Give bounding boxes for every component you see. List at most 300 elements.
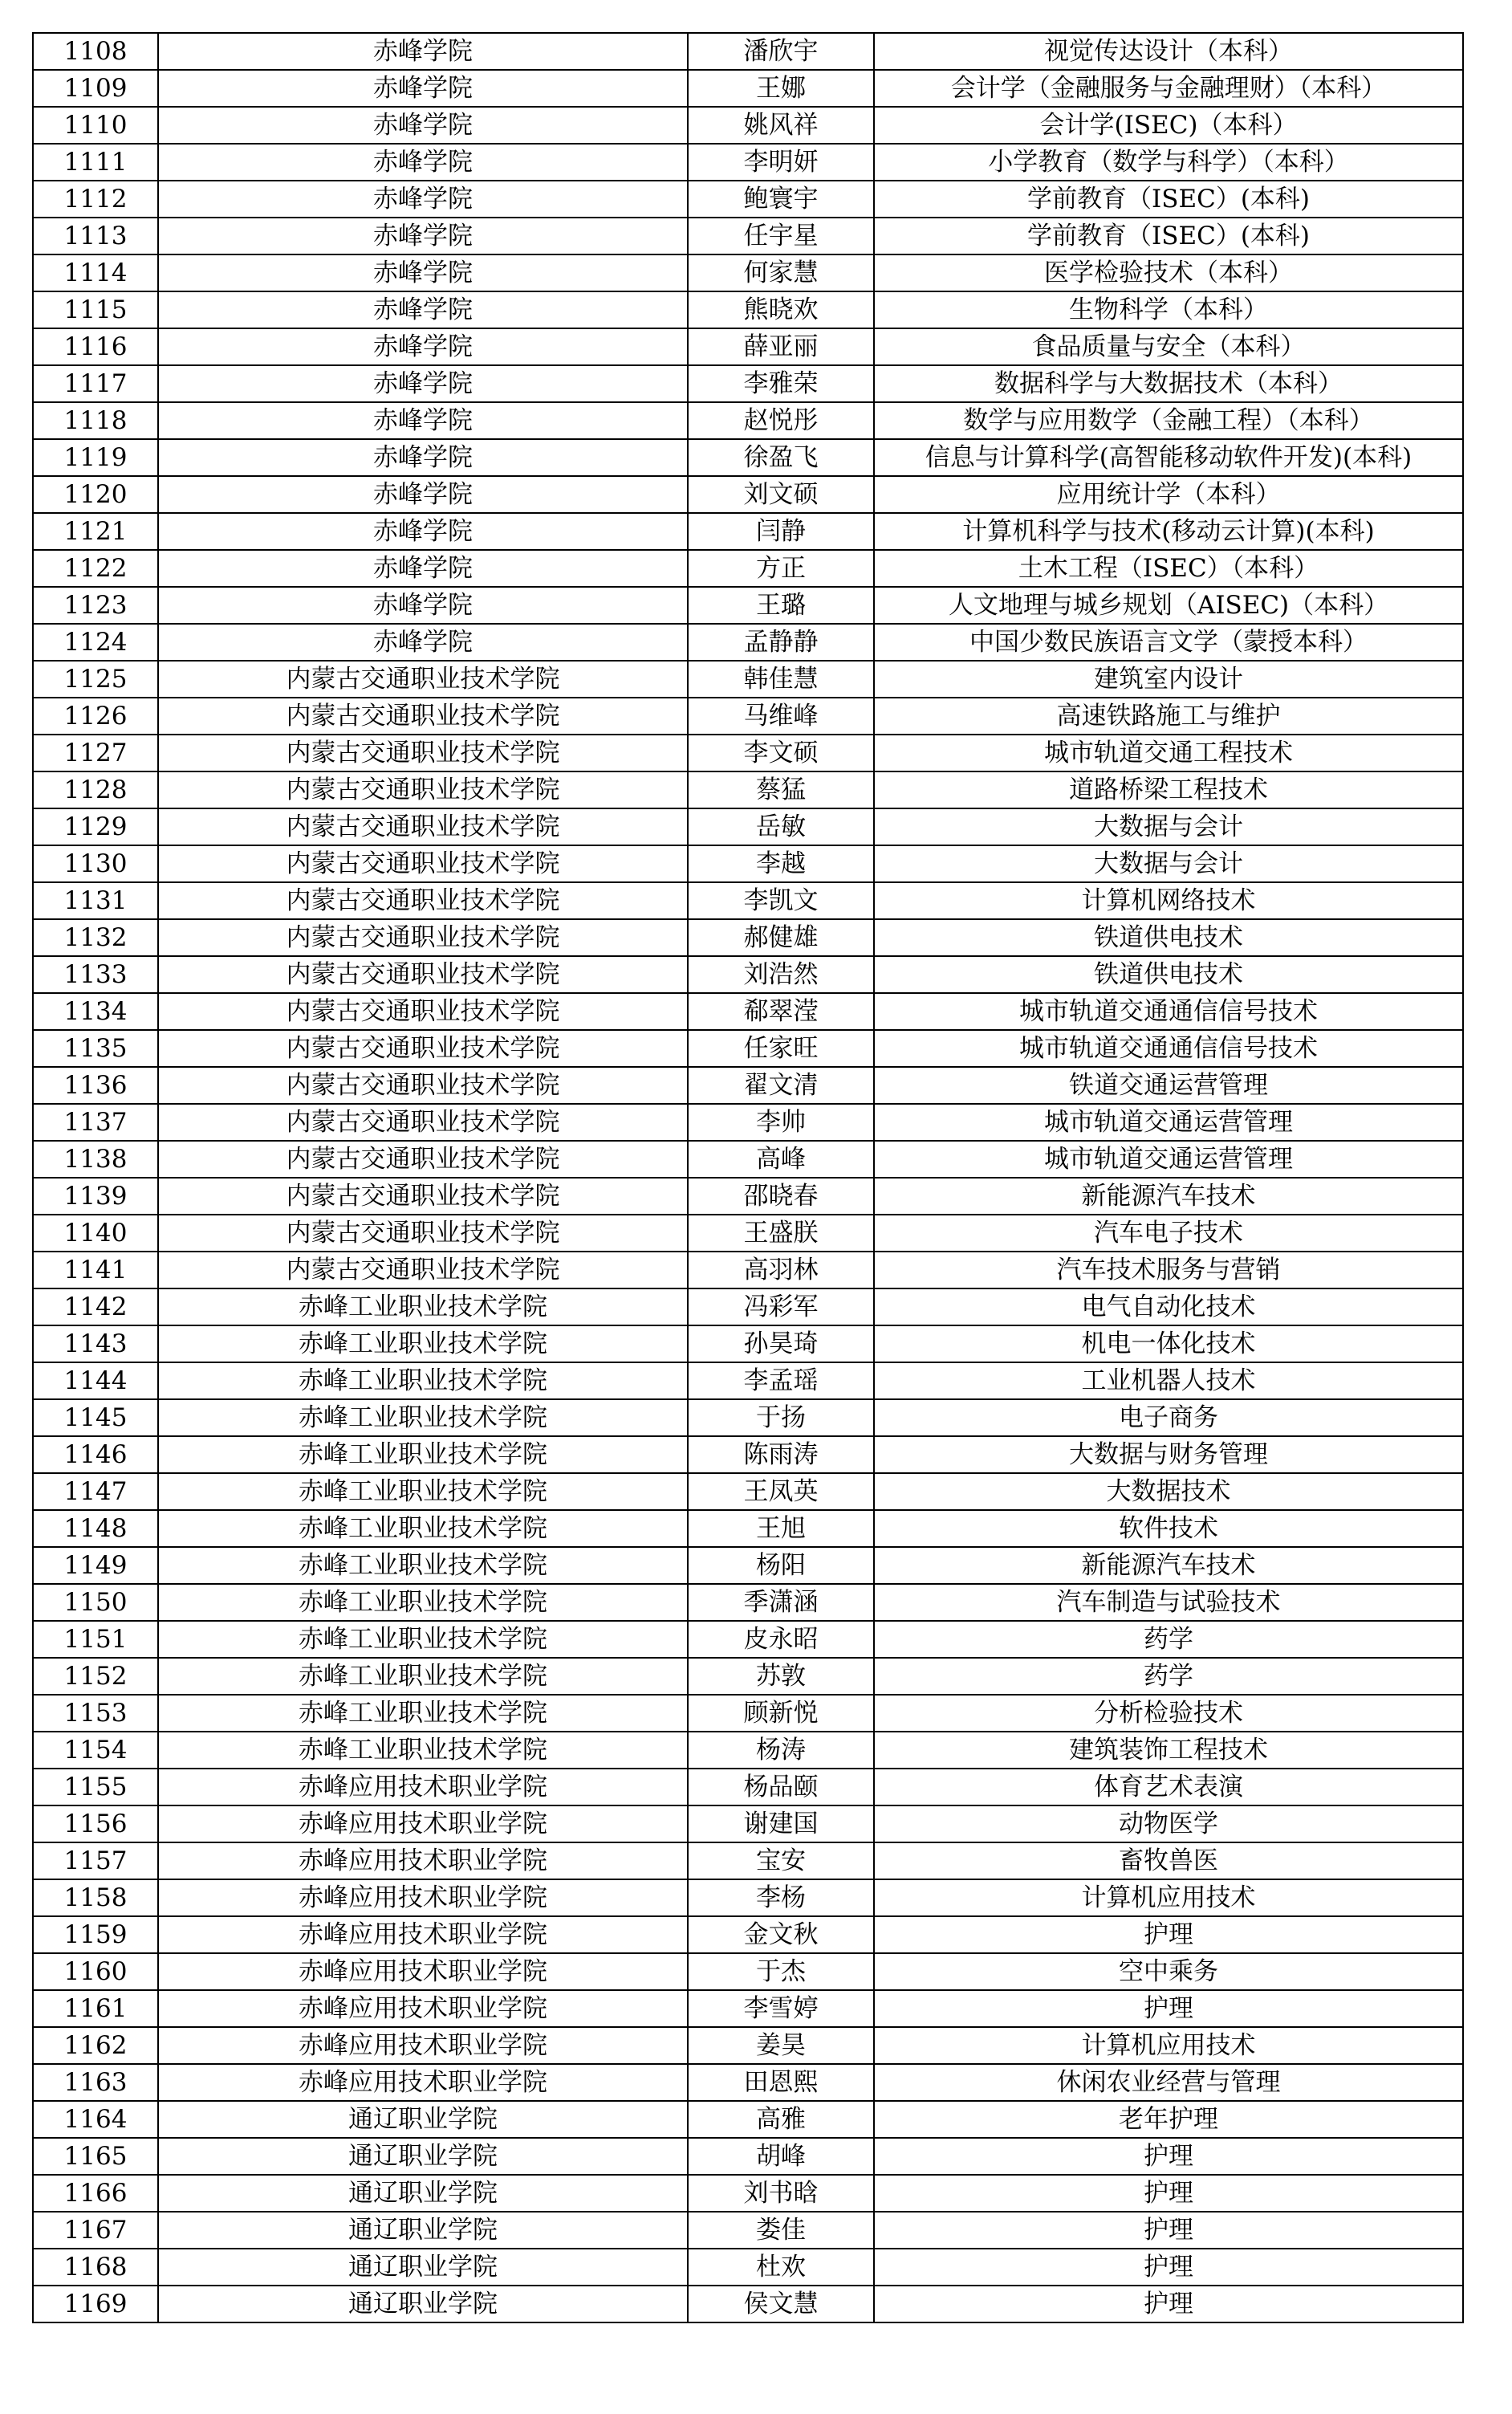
student-name-cell: 高雅 (688, 2101, 874, 2138)
school-name-cell: 赤峰学院 (158, 328, 688, 365)
admission-table (32, 32, 1464, 2323)
school-name-cell: 赤峰学院 (158, 70, 688, 107)
student-name-cell: 刘文硕 (688, 476, 874, 513)
school-name-cell: 赤峰学院 (158, 181, 688, 218)
school-name-cell: 赤峰学院 (158, 587, 688, 624)
major-name-cell: 动物医学 (874, 1805, 1463, 1842)
row-number-cell: 1159 (33, 1916, 158, 1953)
major-name-cell: 工业机器人技术 (874, 1362, 1463, 1399)
major-name-cell: 汽车技术服务与营销 (874, 1252, 1463, 1288)
row-number-cell: 1143 (33, 1325, 158, 1362)
student-name-cell: 刘浩然 (688, 956, 874, 993)
school-name-cell: 内蒙古交通职业技术学院 (158, 1252, 688, 1288)
school-name-cell: 通辽职业学院 (158, 2101, 688, 2138)
student-name-cell: 顾新悦 (688, 1695, 874, 1732)
row-number-cell: 1154 (33, 1732, 158, 1769)
school-name-cell: 内蒙古交通职业技术学院 (158, 1141, 688, 1178)
row-number-cell: 1141 (33, 1252, 158, 1288)
school-name-cell: 内蒙古交通职业技术学院 (158, 1215, 688, 1252)
school-name-cell: 赤峰应用技术职业学院 (158, 1916, 688, 1953)
row-number-cell: 1140 (33, 1215, 158, 1252)
school-name-cell: 赤峰学院 (158, 107, 688, 144)
row-number-cell: 1150 (33, 1584, 158, 1621)
student-name-cell: 王旭 (688, 1510, 874, 1547)
table-row (33, 1325, 1463, 1362)
major-name-cell: 护理 (874, 1990, 1463, 2027)
table-row (33, 1030, 1463, 1067)
major-name-cell: 城市轨道交通运营管理 (874, 1141, 1463, 1178)
table-row (33, 402, 1463, 439)
student-name-cell: 任家旺 (688, 1030, 874, 1067)
school-name-cell: 赤峰工业职业技术学院 (158, 1695, 688, 1732)
major-name-cell: 铁道供电技术 (874, 956, 1463, 993)
table-row (33, 808, 1463, 845)
student-name-cell: 陈雨涛 (688, 1436, 874, 1473)
major-name-cell: 护理 (874, 2286, 1463, 2322)
major-name-cell: 护理 (874, 2249, 1463, 2286)
major-name-cell: 护理 (874, 2212, 1463, 2249)
major-name-cell: 视觉传达设计（本科） (874, 33, 1463, 70)
student-name-cell: 李越 (688, 845, 874, 882)
row-number-cell: 1160 (33, 1953, 158, 1990)
table-row (33, 2286, 1463, 2322)
table-row (33, 2249, 1463, 2286)
table-row (33, 882, 1463, 919)
table-row (33, 1916, 1463, 1953)
student-name-cell: 金文秋 (688, 1916, 874, 1953)
row-number-cell: 1134 (33, 993, 158, 1030)
row-number-cell: 1111 (33, 144, 158, 181)
row-number-cell: 1145 (33, 1399, 158, 1436)
school-name-cell: 赤峰学院 (158, 476, 688, 513)
school-name-cell: 赤峰工业职业技术学院 (158, 1658, 688, 1695)
table-row (33, 2027, 1463, 2064)
major-name-cell: 城市轨道交通工程技术 (874, 735, 1463, 771)
row-number-cell: 1118 (33, 402, 158, 439)
major-name-cell: 食品质量与安全（本科） (874, 328, 1463, 365)
student-name-cell: 王凤英 (688, 1473, 874, 1510)
student-name-cell: 何家慧 (688, 254, 874, 291)
school-name-cell: 赤峰学院 (158, 550, 688, 587)
major-name-cell: 药学 (874, 1621, 1463, 1658)
row-number-cell: 1164 (33, 2101, 158, 2138)
student-name-cell: 闫静 (688, 513, 874, 550)
student-name-cell: 邵晓春 (688, 1178, 874, 1215)
table-row (33, 993, 1463, 1030)
row-number-cell: 1126 (33, 698, 158, 735)
school-name-cell: 内蒙古交通职业技术学院 (158, 661, 688, 698)
major-name-cell: 应用统计学（本科） (874, 476, 1463, 513)
school-name-cell: 内蒙古交通职业技术学院 (158, 1067, 688, 1104)
student-name-cell: 李雪婷 (688, 1990, 874, 2027)
row-number-cell: 1127 (33, 735, 158, 771)
student-name-cell: 刘书晗 (688, 2175, 874, 2212)
student-name-cell: 鲍寰宇 (688, 181, 874, 218)
table-row (33, 1990, 1463, 2027)
row-number-cell: 1132 (33, 919, 158, 956)
major-name-cell: 计算机网络技术 (874, 882, 1463, 919)
school-name-cell: 内蒙古交通职业技术学院 (158, 993, 688, 1030)
row-number-cell: 1162 (33, 2027, 158, 2064)
student-name-cell: 侯文慧 (688, 2286, 874, 2322)
major-name-cell: 人文地理与城乡规划（AISEC)（本科） (874, 587, 1463, 624)
student-name-cell: 薛亚丽 (688, 328, 874, 365)
student-name-cell: 高峰 (688, 1141, 874, 1178)
major-name-cell: 建筑装饰工程技术 (874, 1732, 1463, 1769)
major-name-cell: 铁道供电技术 (874, 919, 1463, 956)
row-number-cell: 1123 (33, 587, 158, 624)
major-name-cell: 电气自动化技术 (874, 1288, 1463, 1325)
row-number-cell: 1161 (33, 1990, 158, 2027)
school-name-cell: 赤峰应用技术职业学院 (158, 1990, 688, 2027)
table-row (33, 291, 1463, 328)
major-name-cell: 护理 (874, 2175, 1463, 2212)
row-number-cell: 1131 (33, 882, 158, 919)
table-row (33, 328, 1463, 365)
table-row (33, 1399, 1463, 1436)
table-row (33, 218, 1463, 254)
table-row (33, 1252, 1463, 1288)
student-name-cell: 李明妍 (688, 144, 874, 181)
school-name-cell: 赤峰工业职业技术学院 (158, 1732, 688, 1769)
major-name-cell: 护理 (874, 2138, 1463, 2175)
row-number-cell: 1112 (33, 181, 158, 218)
school-name-cell: 内蒙古交通职业技术学院 (158, 845, 688, 882)
table-row (33, 1104, 1463, 1141)
major-name-cell: 新能源汽车技术 (874, 1547, 1463, 1584)
table-row (33, 439, 1463, 476)
table-row (33, 735, 1463, 771)
student-name-cell: 宝安 (688, 1842, 874, 1879)
table-row (33, 956, 1463, 993)
table-row (33, 1584, 1463, 1621)
row-number-cell: 1155 (33, 1769, 158, 1805)
table-row (33, 1473, 1463, 1510)
table-row (33, 2138, 1463, 2175)
major-name-cell: 会计学(ISEC)（本科） (874, 107, 1463, 144)
student-name-cell: 王璐 (688, 587, 874, 624)
row-number-cell: 1110 (33, 107, 158, 144)
major-name-cell: 会计学（金融服务与金融理财）（本科） (874, 70, 1463, 107)
student-name-cell: 王娜 (688, 70, 874, 107)
major-name-cell: 建筑室内设计 (874, 661, 1463, 698)
student-name-cell: 李杨 (688, 1879, 874, 1916)
row-number-cell: 1128 (33, 771, 158, 808)
row-number-cell: 1165 (33, 2138, 158, 2175)
school-name-cell: 赤峰应用技术职业学院 (158, 1805, 688, 1842)
table-row (33, 1141, 1463, 1178)
student-name-cell: 季潇涵 (688, 1584, 874, 1621)
row-number-cell: 1136 (33, 1067, 158, 1104)
table-row (33, 1732, 1463, 1769)
row-number-cell: 1148 (33, 1510, 158, 1547)
major-name-cell: 分析检验技术 (874, 1695, 1463, 1732)
table-row (33, 1695, 1463, 1732)
student-name-cell: 任宇星 (688, 218, 874, 254)
school-name-cell: 通辽职业学院 (158, 2175, 688, 2212)
student-name-cell: 姜昊 (688, 2027, 874, 2064)
school-name-cell: 赤峰学院 (158, 218, 688, 254)
table-row (33, 476, 1463, 513)
table-row (33, 587, 1463, 624)
student-name-cell: 于扬 (688, 1399, 874, 1436)
table-row (33, 1953, 1463, 1990)
student-name-cell: 李凯文 (688, 882, 874, 919)
school-name-cell: 赤峰应用技术职业学院 (158, 2064, 688, 2101)
school-name-cell: 赤峰工业职业技术学院 (158, 1436, 688, 1473)
major-name-cell: 计算机应用技术 (874, 2027, 1463, 2064)
row-number-cell: 1129 (33, 808, 158, 845)
school-name-cell: 内蒙古交通职业技术学院 (158, 1178, 688, 1215)
row-number-cell: 1113 (33, 218, 158, 254)
school-name-cell: 内蒙古交通职业技术学院 (158, 808, 688, 845)
major-name-cell: 中国少数民族语言文学（蒙授本科） (874, 624, 1463, 661)
school-name-cell: 赤峰工业职业技术学院 (158, 1621, 688, 1658)
table-row (33, 1436, 1463, 1473)
table-row (33, 70, 1463, 107)
school-name-cell: 赤峰学院 (158, 439, 688, 476)
major-name-cell: 铁道交通运营管理 (874, 1067, 1463, 1104)
student-name-cell: 孙昊琦 (688, 1325, 874, 1362)
row-number-cell: 1151 (33, 1621, 158, 1658)
row-number-cell: 1133 (33, 956, 158, 993)
table-row (33, 919, 1463, 956)
table-row (33, 2175, 1463, 2212)
table-row (33, 845, 1463, 882)
student-name-cell: 杨涛 (688, 1732, 874, 1769)
student-name-cell: 李雅荣 (688, 365, 874, 402)
school-name-cell: 通辽职业学院 (158, 2286, 688, 2322)
student-name-cell: 于杰 (688, 1953, 874, 1990)
table-row (33, 1805, 1463, 1842)
row-number-cell: 1158 (33, 1879, 158, 1916)
student-name-cell: 李帅 (688, 1104, 874, 1141)
school-name-cell: 赤峰工业职业技术学院 (158, 1362, 688, 1399)
table-row (33, 2064, 1463, 2101)
school-name-cell: 赤峰学院 (158, 254, 688, 291)
row-number-cell: 1146 (33, 1436, 158, 1473)
student-name-cell: 李孟瑶 (688, 1362, 874, 1399)
school-name-cell: 赤峰应用技术职业学院 (158, 1769, 688, 1805)
school-name-cell: 赤峰工业职业技术学院 (158, 1399, 688, 1436)
school-name-cell: 赤峰应用技术职业学院 (158, 1842, 688, 1879)
school-name-cell: 赤峰学院 (158, 513, 688, 550)
table-row (33, 1362, 1463, 1399)
student-name-cell: 熊晓欢 (688, 291, 874, 328)
row-number-cell: 1108 (33, 33, 158, 70)
student-name-cell: 高羽林 (688, 1252, 874, 1288)
student-name-cell: 苏敦 (688, 1658, 874, 1695)
row-number-cell: 1166 (33, 2175, 158, 2212)
table-row (33, 624, 1463, 661)
school-name-cell: 内蒙古交通职业技术学院 (158, 919, 688, 956)
major-name-cell: 学前教育（ISEC）(本科) (874, 181, 1463, 218)
major-name-cell: 汽车制造与试验技术 (874, 1584, 1463, 1621)
major-name-cell: 城市轨道交通通信信号技术 (874, 1030, 1463, 1067)
student-name-cell: 胡峰 (688, 2138, 874, 2175)
table-row (33, 1215, 1463, 1252)
student-name-cell: 岳敏 (688, 808, 874, 845)
school-name-cell: 赤峰应用技术职业学院 (158, 1953, 688, 1990)
student-name-cell: 谢建国 (688, 1805, 874, 1842)
school-name-cell: 通辽职业学院 (158, 2212, 688, 2249)
major-name-cell: 休闲农业经营与管理 (874, 2064, 1463, 2101)
major-name-cell: 护理 (874, 1916, 1463, 1953)
table-row (33, 1510, 1463, 1547)
major-name-cell: 空中乘务 (874, 1953, 1463, 1990)
table-row (33, 144, 1463, 181)
school-name-cell: 赤峰工业职业技术学院 (158, 1510, 688, 1547)
school-name-cell: 内蒙古交通职业技术学院 (158, 956, 688, 993)
table-row (33, 550, 1463, 587)
student-name-cell: 娄佳 (688, 2212, 874, 2249)
major-name-cell: 计算机科学与技术(移动云计算)(本科) (874, 513, 1463, 550)
row-number-cell: 1124 (33, 624, 158, 661)
student-name-cell: 翟文清 (688, 1067, 874, 1104)
row-number-cell: 1147 (33, 1473, 158, 1510)
row-number-cell: 1149 (33, 1547, 158, 1584)
school-name-cell: 赤峰学院 (158, 402, 688, 439)
row-number-cell: 1168 (33, 2249, 158, 2286)
student-name-cell: 王盛朕 (688, 1215, 874, 1252)
row-number-cell: 1114 (33, 254, 158, 291)
row-number-cell: 1109 (33, 70, 158, 107)
student-name-cell: 韩佳慧 (688, 661, 874, 698)
major-name-cell: 软件技术 (874, 1510, 1463, 1547)
student-name-cell: 冯彩军 (688, 1288, 874, 1325)
row-number-cell: 1135 (33, 1030, 158, 1067)
major-name-cell: 城市轨道交通运营管理 (874, 1104, 1463, 1141)
major-name-cell: 学前教育（ISEC）(本科) (874, 218, 1463, 254)
school-name-cell: 赤峰工业职业技术学院 (158, 1547, 688, 1584)
student-name-cell: 蔡猛 (688, 771, 874, 808)
table-row (33, 107, 1463, 144)
school-name-cell: 内蒙古交通职业技术学院 (158, 882, 688, 919)
table-row (33, 365, 1463, 402)
row-number-cell: 1169 (33, 2286, 158, 2322)
table-row (33, 698, 1463, 735)
table-row (33, 771, 1463, 808)
school-name-cell: 通辽职业学院 (158, 2249, 688, 2286)
table-row (33, 2212, 1463, 2249)
major-name-cell: 小学教育（数学与科学）（本科） (874, 144, 1463, 181)
school-name-cell: 赤峰学院 (158, 291, 688, 328)
school-name-cell: 通辽职业学院 (158, 2138, 688, 2175)
student-name-cell: 赵悦彤 (688, 402, 874, 439)
major-name-cell: 数据科学与大数据技术（本科） (874, 365, 1463, 402)
student-name-cell: 郝健雄 (688, 919, 874, 956)
school-name-cell: 赤峰学院 (158, 33, 688, 70)
row-number-cell: 1138 (33, 1141, 158, 1178)
major-name-cell: 生物科学（本科） (874, 291, 1463, 328)
major-name-cell: 老年护理 (874, 2101, 1463, 2138)
row-number-cell: 1130 (33, 845, 158, 882)
row-number-cell: 1137 (33, 1104, 158, 1141)
table-row (33, 254, 1463, 291)
major-name-cell: 大数据与会计 (874, 808, 1463, 845)
student-name-cell: 皮永昭 (688, 1621, 874, 1658)
school-name-cell: 内蒙古交通职业技术学院 (158, 698, 688, 735)
student-name-cell: 马维峰 (688, 698, 874, 735)
student-name-cell: 方正 (688, 550, 874, 587)
school-name-cell: 赤峰工业职业技术学院 (158, 1288, 688, 1325)
student-name-cell: 郗翠滢 (688, 993, 874, 1030)
row-number-cell: 1167 (33, 2212, 158, 2249)
row-number-cell: 1120 (33, 476, 158, 513)
student-name-cell: 徐盈飞 (688, 439, 874, 476)
major-name-cell: 机电一体化技术 (874, 1325, 1463, 1362)
school-name-cell: 赤峰工业职业技术学院 (158, 1473, 688, 1510)
table-row (33, 1658, 1463, 1695)
row-number-cell: 1156 (33, 1805, 158, 1842)
major-name-cell: 电子商务 (874, 1399, 1463, 1436)
table-row (33, 1178, 1463, 1215)
row-number-cell: 1142 (33, 1288, 158, 1325)
student-name-cell: 姚风祥 (688, 107, 874, 144)
major-name-cell: 城市轨道交通通信信号技术 (874, 993, 1463, 1030)
major-name-cell: 道路桥梁工程技术 (874, 771, 1463, 808)
row-number-cell: 1157 (33, 1842, 158, 1879)
major-name-cell: 体育艺术表演 (874, 1769, 1463, 1805)
school-name-cell: 内蒙古交通职业技术学院 (158, 771, 688, 808)
school-name-cell: 赤峰应用技术职业学院 (158, 2027, 688, 2064)
major-name-cell: 信息与计算科学(高智能移动软件开发)(本科) (874, 439, 1463, 476)
row-number-cell: 1144 (33, 1362, 158, 1399)
table-row (33, 1067, 1463, 1104)
student-name-cell: 潘欣宇 (688, 33, 874, 70)
table-row (33, 1547, 1463, 1584)
major-name-cell: 畜牧兽医 (874, 1842, 1463, 1879)
major-name-cell: 大数据技术 (874, 1473, 1463, 1510)
major-name-cell: 计算机应用技术 (874, 1879, 1463, 1916)
school-name-cell: 内蒙古交通职业技术学院 (158, 735, 688, 771)
major-name-cell: 土木工程（ISEC）（本科） (874, 550, 1463, 587)
row-number-cell: 1117 (33, 365, 158, 402)
table-row (33, 1288, 1463, 1325)
table-row (33, 661, 1463, 698)
school-name-cell: 内蒙古交通职业技术学院 (158, 1030, 688, 1067)
table-row (33, 2101, 1463, 2138)
row-number-cell: 1119 (33, 439, 158, 476)
row-number-cell: 1153 (33, 1695, 158, 1732)
major-name-cell: 大数据与财务管理 (874, 1436, 1463, 1473)
student-name-cell: 杜欢 (688, 2249, 874, 2286)
row-number-cell: 1125 (33, 661, 158, 698)
student-name-cell: 杨阳 (688, 1547, 874, 1584)
table-row (33, 181, 1463, 218)
student-name-cell: 孟静静 (688, 624, 874, 661)
row-number-cell: 1121 (33, 513, 158, 550)
school-name-cell: 赤峰工业职业技术学院 (158, 1325, 688, 1362)
school-name-cell: 内蒙古交通职业技术学院 (158, 1104, 688, 1141)
row-number-cell: 1116 (33, 328, 158, 365)
table-row (33, 1769, 1463, 1805)
row-number-cell: 1122 (33, 550, 158, 587)
major-name-cell: 汽车电子技术 (874, 1215, 1463, 1252)
major-name-cell: 数学与应用数学（金融工程）（本科） (874, 402, 1463, 439)
row-number-cell: 1115 (33, 291, 158, 328)
table-row (33, 33, 1463, 70)
major-name-cell: 新能源汽车技术 (874, 1178, 1463, 1215)
table-row (33, 1621, 1463, 1658)
table-row (33, 513, 1463, 550)
major-name-cell: 高速铁路施工与维护 (874, 698, 1463, 735)
school-name-cell: 赤峰应用技术职业学院 (158, 1879, 688, 1916)
student-name-cell: 田恩熙 (688, 2064, 874, 2101)
school-name-cell: 赤峰学院 (158, 365, 688, 402)
student-name-cell: 李文硕 (688, 735, 874, 771)
major-name-cell: 药学 (874, 1658, 1463, 1695)
